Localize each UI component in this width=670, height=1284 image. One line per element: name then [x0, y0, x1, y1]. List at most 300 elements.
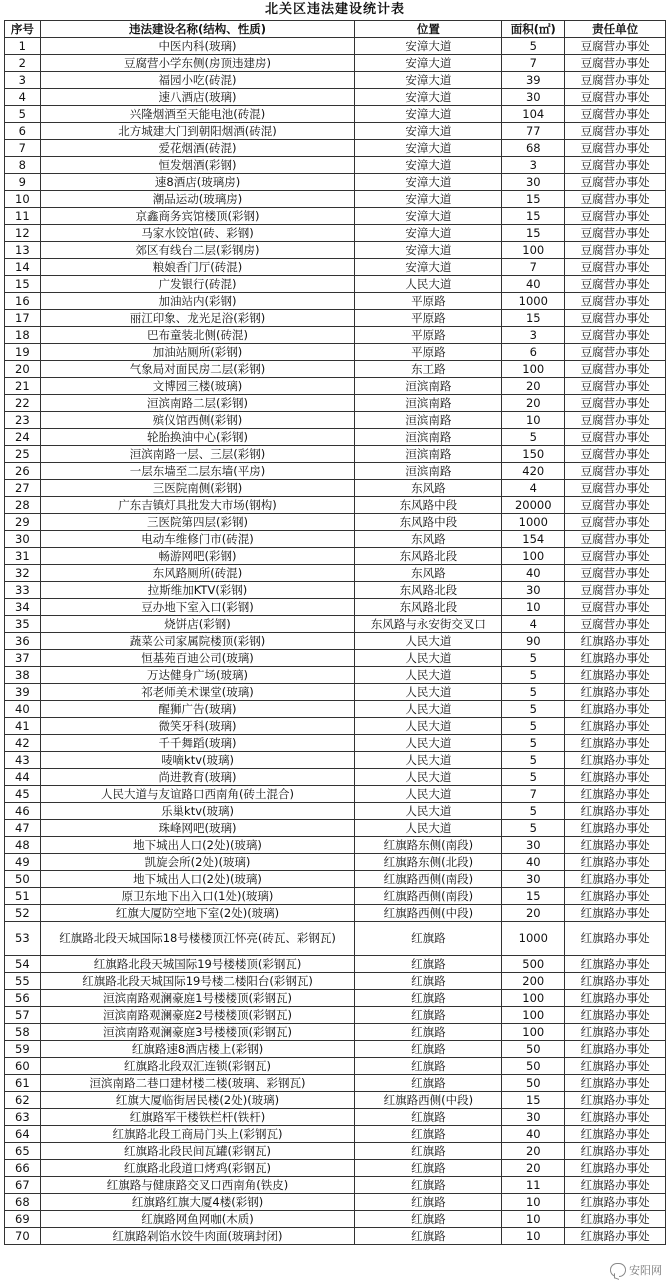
cell-location: 安漳大道: [355, 157, 502, 174]
cell-location: 洹滨南路: [355, 395, 502, 412]
cell-area: 20: [502, 905, 565, 922]
chat-bubble-icon: [610, 1263, 626, 1277]
cell-unit: 红旗路办事处: [565, 973, 666, 990]
table-row: [5, 1041, 666, 1058]
cell-index: 66: [5, 1160, 41, 1177]
cell-location: 平原路: [355, 327, 502, 344]
table-row: [5, 1126, 666, 1143]
table-row: [5, 820, 666, 837]
cell-index: 5: [5, 106, 41, 123]
cell-location: 安漳大道: [355, 225, 502, 242]
cell-index: 28: [5, 497, 41, 514]
cell-name: 三医院南侧(彩钢): [40, 480, 355, 497]
cell-index: 3: [5, 72, 41, 89]
cell-location: 洹滨南路: [355, 429, 502, 446]
cell-index: 17: [5, 310, 41, 327]
cell-area: 20: [502, 1143, 565, 1160]
table-row: [5, 735, 666, 752]
cell-index: 19: [5, 344, 41, 361]
cell-unit: 豆腐营办事处: [565, 208, 666, 225]
cell-name: 洹滨南路观澜豪庭1号楼楼顶(彩钢瓦): [40, 990, 355, 1007]
cell-index: 52: [5, 905, 41, 922]
cell-unit: 红旗路办事处: [565, 701, 666, 718]
cell-area: 30: [502, 1109, 565, 1126]
cell-area: 5: [502, 752, 565, 769]
cell-area: 4: [502, 616, 565, 633]
cell-index: 39: [5, 684, 41, 701]
table-row: [5, 1143, 666, 1160]
table-row: [5, 1007, 666, 1024]
cell-name: 乐巢ktv(玻璃): [40, 803, 355, 820]
cell-location: 红旗路东侧(南段): [355, 837, 502, 854]
cell-name: 烧饼店(彩钢): [40, 616, 355, 633]
table-row: [5, 429, 666, 446]
cell-area: 5: [502, 820, 565, 837]
table-row: [5, 786, 666, 803]
cell-location: 人民大道: [355, 769, 502, 786]
cell-area: 30: [502, 174, 565, 191]
cell-unit: 红旗路办事处: [565, 1211, 666, 1228]
table-row: [5, 140, 666, 157]
table-row: [5, 1211, 666, 1228]
cell-name: 潮品运动(玻璃房): [40, 191, 355, 208]
table-row: [5, 531, 666, 548]
cell-index: 47: [5, 820, 41, 837]
cell-location: 安漳大道: [355, 191, 502, 208]
cell-name: 殡仪馆西侧(彩钢): [40, 412, 355, 429]
cell-name: 洹滨南路观澜豪庭2号楼楼顶(彩钢瓦): [40, 1007, 355, 1024]
cell-area: 68: [502, 140, 565, 157]
cell-index: 1: [5, 38, 41, 55]
cell-area: 3: [502, 157, 565, 174]
cell-location: 洹滨南路: [355, 378, 502, 395]
cell-location: 东风路北段: [355, 548, 502, 565]
cell-index: 48: [5, 837, 41, 854]
cell-name: 京鑫商务宾馆楼顶(彩钢): [40, 208, 355, 225]
table-row: [5, 1194, 666, 1211]
cell-name: 醒狮广告(玻璃): [40, 701, 355, 718]
cell-area: 50: [502, 1075, 565, 1092]
cell-location: 人民大道: [355, 718, 502, 735]
cell-unit: 豆腐营办事处: [565, 276, 666, 293]
cell-index: 49: [5, 854, 41, 871]
table-row: [5, 276, 666, 293]
cell-name: 中医内科(玻璃): [40, 38, 355, 55]
cell-index: 42: [5, 735, 41, 752]
cell-name: 豆办地下室入口(彩钢): [40, 599, 355, 616]
table-row: [5, 599, 666, 616]
table-row: [5, 718, 666, 735]
cell-location: 东工路: [355, 361, 502, 378]
table-row: [5, 922, 666, 956]
cell-index: 58: [5, 1024, 41, 1041]
table-row: [5, 106, 666, 123]
cell-unit: 红旗路办事处: [565, 1041, 666, 1058]
cell-area: 1000: [502, 922, 565, 956]
cell-unit: 豆腐营办事处: [565, 242, 666, 259]
cell-index: 61: [5, 1075, 41, 1092]
cell-unit: 红旗路办事处: [565, 888, 666, 905]
table-row: [5, 616, 666, 633]
table-row: [5, 446, 666, 463]
cell-unit: 豆腐营办事处: [565, 157, 666, 174]
watermark-text: 安阳网: [629, 1264, 662, 1277]
cell-unit: 红旗路办事处: [565, 803, 666, 820]
cell-name: 丽江印象、龙光足浴(彩钢): [40, 310, 355, 327]
cell-name: 红旗路剁馅水饺牛肉面(玻璃封闭): [40, 1228, 355, 1245]
table-row: [5, 1160, 666, 1177]
cell-index: 51: [5, 888, 41, 905]
cell-name: 红旗大厦临街居民楼(2处)(玻璃): [40, 1092, 355, 1109]
cell-unit: 豆腐营办事处: [565, 72, 666, 89]
cell-name: 红旗路北段双汇连锁(彩钢瓦): [40, 1058, 355, 1075]
table-row: [5, 769, 666, 786]
table-row: [5, 310, 666, 327]
cell-name: 红旗路红旗大厦4楼(彩钢): [40, 1194, 355, 1211]
table-row: [5, 973, 666, 990]
cell-unit: 豆腐营办事处: [565, 225, 666, 242]
cell-area: 5: [502, 803, 565, 820]
cell-area: 420: [502, 463, 565, 480]
cell-area: 10: [502, 1194, 565, 1211]
cell-area: 100: [502, 548, 565, 565]
cell-location: 人民大道: [355, 752, 502, 769]
cell-area: 5: [502, 735, 565, 752]
table-row: [5, 208, 666, 225]
table-row: [5, 174, 666, 191]
table-row: [5, 548, 666, 565]
cell-name: 加油站内(彩钢): [40, 293, 355, 310]
table-row: [5, 701, 666, 718]
cell-name: 东风路厕所(砖混): [40, 565, 355, 582]
cell-name: 红旗路北段民间瓦罐(彩钢瓦): [40, 1143, 355, 1160]
cell-name: 原卫东地下出入口(1处)(玻璃): [40, 888, 355, 905]
table-row: [5, 888, 666, 905]
cell-name: 三医院第四层(彩钢): [40, 514, 355, 531]
cell-location: 安漳大道: [355, 55, 502, 72]
cell-name: 气象局对面民房二层(彩钢): [40, 361, 355, 378]
cell-location: 红旗路: [355, 1126, 502, 1143]
table-row: [5, 395, 666, 412]
cell-unit: 红旗路办事处: [565, 871, 666, 888]
cell-unit: 豆腐营办事处: [565, 548, 666, 565]
table-row: [5, 89, 666, 106]
header-unit: 责任单位: [565, 21, 666, 38]
cell-location: 安漳大道: [355, 174, 502, 191]
violation-table: [4, 20, 666, 1245]
cell-area: 30: [502, 837, 565, 854]
cell-area: 50: [502, 1058, 565, 1075]
cell-location: 红旗路: [355, 1109, 502, 1126]
table-row: [5, 871, 666, 888]
cell-index: 60: [5, 1058, 41, 1075]
cell-index: 14: [5, 259, 41, 276]
cell-index: 38: [5, 667, 41, 684]
cell-unit: 豆腐营办事处: [565, 412, 666, 429]
cell-name: 巴布童装北侧(砖混): [40, 327, 355, 344]
table-row: [5, 259, 666, 276]
cell-unit: 豆腐营办事处: [565, 259, 666, 276]
table-row: [5, 1109, 666, 1126]
cell-name: 恒发烟酒(彩钢): [40, 157, 355, 174]
cell-index: 21: [5, 378, 41, 395]
table-row: [5, 650, 666, 667]
cell-index: 68: [5, 1194, 41, 1211]
cell-index: 35: [5, 616, 41, 633]
cell-name: 广东吉镇灯具批发大市场(钢构): [40, 497, 355, 514]
cell-location: 东风路: [355, 531, 502, 548]
cell-name: 红旗路军干楼铁栏杆(铁杆): [40, 1109, 355, 1126]
cell-name: 洹滨南路观澜豪庭3号楼楼顶(彩钢瓦): [40, 1024, 355, 1041]
cell-area: 100: [502, 1024, 565, 1041]
cell-unit: 红旗路办事处: [565, 1143, 666, 1160]
table-row: [5, 565, 666, 582]
cell-location: 东风路: [355, 565, 502, 582]
cell-unit: 豆腐营办事处: [565, 497, 666, 514]
cell-name: 人民大道与友谊路口西南角(砖土混合): [40, 786, 355, 803]
cell-unit: 豆腐营办事处: [565, 191, 666, 208]
table-row: [5, 1058, 666, 1075]
cell-location: 红旗路: [355, 1075, 502, 1092]
cell-area: 15: [502, 225, 565, 242]
cell-location: 红旗路西侧(中段): [355, 905, 502, 922]
cell-name: 粮娘香门厅(砖混): [40, 259, 355, 276]
cell-index: 27: [5, 480, 41, 497]
cell-name: 广发银行(砖混): [40, 276, 355, 293]
table-row: [5, 123, 666, 140]
cell-unit: 豆腐营办事处: [565, 565, 666, 582]
cell-location: 红旗路西侧(中段): [355, 1092, 502, 1109]
cell-name: 爱花烟酒(砖混): [40, 140, 355, 157]
cell-index: 11: [5, 208, 41, 225]
cell-index: 45: [5, 786, 41, 803]
cell-area: 5: [502, 667, 565, 684]
cell-unit: 红旗路办事处: [565, 1109, 666, 1126]
cell-area: 1000: [502, 293, 565, 310]
cell-area: 5: [502, 701, 565, 718]
cell-unit: 红旗路办事处: [565, 1058, 666, 1075]
cell-location: 红旗路: [355, 973, 502, 990]
cell-area: 154: [502, 531, 565, 548]
cell-area: 40: [502, 1126, 565, 1143]
cell-name: 蔬菜公司家属院楼顶(彩钢): [40, 633, 355, 650]
table-row: [5, 582, 666, 599]
cell-location: 安漳大道: [355, 38, 502, 55]
cell-unit: 豆腐营办事处: [565, 293, 666, 310]
cell-area: 100: [502, 1007, 565, 1024]
cell-unit: 红旗路办事处: [565, 735, 666, 752]
cell-name: 千千舞蹈(玻璃): [40, 735, 355, 752]
cell-area: 150: [502, 446, 565, 463]
header-location: 位置: [355, 21, 502, 38]
cell-area: 200: [502, 973, 565, 990]
cell-unit: 红旗路办事处: [565, 956, 666, 973]
table-row: [5, 191, 666, 208]
cell-area: 4: [502, 480, 565, 497]
cell-name: 兴隆烟酒至天能电池(砖混): [40, 106, 355, 123]
cell-index: 54: [5, 956, 41, 973]
cell-name: 红旗路北段天城国际19号楼楼顶(彩钢瓦): [40, 956, 355, 973]
table-row: [5, 463, 666, 480]
cell-name: 畅游网吧(彩钢): [40, 548, 355, 565]
cell-unit: 豆腐营办事处: [565, 463, 666, 480]
cell-name: 马家水饺馆(砖、彩钢): [40, 225, 355, 242]
cell-index: 62: [5, 1092, 41, 1109]
cell-name: 速8酒店(玻璃房): [40, 174, 355, 191]
cell-unit: 红旗路办事处: [565, 990, 666, 1007]
cell-area: 11: [502, 1177, 565, 1194]
cell-location: 红旗路: [355, 1143, 502, 1160]
cell-area: 5: [502, 429, 565, 446]
cell-area: 5: [502, 650, 565, 667]
cell-area: 100: [502, 361, 565, 378]
cell-location: 红旗路: [355, 1041, 502, 1058]
cell-unit: 豆腐营办事处: [565, 123, 666, 140]
cell-unit: 豆腐营办事处: [565, 327, 666, 344]
table-row: [5, 854, 666, 871]
cell-unit: 红旗路办事处: [565, 837, 666, 854]
cell-name: 唛嘀ktv(玻璃): [40, 752, 355, 769]
cell-area: 20000: [502, 497, 565, 514]
cell-location: 安漳大道: [355, 72, 502, 89]
cell-location: 人民大道: [355, 786, 502, 803]
cell-unit: 豆腐营办事处: [565, 582, 666, 599]
cell-index: 31: [5, 548, 41, 565]
table-row: [5, 480, 666, 497]
cell-area: 15: [502, 888, 565, 905]
cell-unit: 红旗路办事处: [565, 1075, 666, 1092]
table-row: [5, 633, 666, 650]
cell-area: 50: [502, 1041, 565, 1058]
cell-index: 24: [5, 429, 41, 446]
table-row: [5, 361, 666, 378]
cell-unit: 红旗路办事处: [565, 820, 666, 837]
cell-unit: 豆腐营办事处: [565, 429, 666, 446]
cell-location: 安漳大道: [355, 106, 502, 123]
table-title: 北关区违法建设统计表: [264, 2, 405, 17]
cell-name: 祁老师美术课堂(玻璃): [40, 684, 355, 701]
cell-unit: 豆腐营办事处: [565, 395, 666, 412]
cell-unit: 豆腐营办事处: [565, 361, 666, 378]
header-area: 面积(㎡): [502, 21, 565, 38]
cell-index: 13: [5, 242, 41, 259]
cell-name: 红旗路北段工商局门头上(彩钢瓦): [40, 1126, 355, 1143]
cell-area: 90: [502, 633, 565, 650]
table-row: [5, 837, 666, 854]
cell-name: 拉斯维加KTV(彩钢): [40, 582, 355, 599]
cell-area: 15: [502, 1092, 565, 1109]
cell-area: 500: [502, 956, 565, 973]
cell-unit: 豆腐营办事处: [565, 446, 666, 463]
cell-location: 人民大道: [355, 276, 502, 293]
table-row: [5, 1092, 666, 1109]
cell-area: 40: [502, 276, 565, 293]
cell-name: 洹滨南路二层(彩钢): [40, 395, 355, 412]
watermark: [608, 1262, 664, 1278]
table-row: [5, 242, 666, 259]
cell-location: 红旗路东侧(北段): [355, 854, 502, 871]
cell-area: 6: [502, 344, 565, 361]
cell-location: 安漳大道: [355, 242, 502, 259]
cell-index: 6: [5, 123, 41, 140]
cell-name: 珠峰网吧(玻璃): [40, 820, 355, 837]
cell-location: 红旗路: [355, 956, 502, 973]
cell-unit: 豆腐营办事处: [565, 38, 666, 55]
cell-index: 44: [5, 769, 41, 786]
cell-area: 30: [502, 871, 565, 888]
cell-location: 红旗路: [355, 1194, 502, 1211]
cell-index: 55: [5, 973, 41, 990]
cell-area: 100: [502, 990, 565, 1007]
cell-index: 23: [5, 412, 41, 429]
cell-unit: 豆腐营办事处: [565, 599, 666, 616]
table-row: [5, 497, 666, 514]
table-row: [5, 293, 666, 310]
cell-name: 红旗路北段天城国际18号楼楼顶江怀亮(砖瓦、彩钢瓦): [40, 922, 355, 956]
cell-location: 人民大道: [355, 701, 502, 718]
cell-name: 电动车维修门市(砖混): [40, 531, 355, 548]
cell-location: 红旗路: [355, 1160, 502, 1177]
table-row: [5, 378, 666, 395]
cell-unit: 红旗路办事处: [565, 1194, 666, 1211]
cell-area: 10: [502, 1211, 565, 1228]
cell-name: 轮胎换油中心(彩钢): [40, 429, 355, 446]
cell-index: 41: [5, 718, 41, 735]
cell-area: 40: [502, 565, 565, 582]
cell-unit: 豆腐营办事处: [565, 140, 666, 157]
cell-unit: 豆腐营办事处: [565, 616, 666, 633]
cell-location: 红旗路: [355, 1228, 502, 1245]
cell-unit: 红旗路办事处: [565, 905, 666, 922]
cell-unit: 豆腐营办事处: [565, 174, 666, 191]
cell-area: 30: [502, 89, 565, 106]
cell-name: 凯旋会所(2处)(玻璃): [40, 854, 355, 871]
cell-name: 速八酒店(玻璃): [40, 89, 355, 106]
table-row: [5, 905, 666, 922]
cell-area: 39: [502, 72, 565, 89]
table-row: [5, 752, 666, 769]
cell-index: 59: [5, 1041, 41, 1058]
cell-index: 15: [5, 276, 41, 293]
table-row: [5, 1177, 666, 1194]
cell-location: 洹滨南路: [355, 446, 502, 463]
cell-unit: 红旗路办事处: [565, 1007, 666, 1024]
cell-unit: 豆腐营办事处: [565, 531, 666, 548]
cell-location: 红旗路: [355, 922, 502, 956]
cell-name: 地下城出人口(2处)(玻璃): [40, 837, 355, 854]
cell-location: 平原路: [355, 293, 502, 310]
cell-index: 30: [5, 531, 41, 548]
cell-index: 46: [5, 803, 41, 820]
cell-name: 一层东墙至二层东墙(平房): [40, 463, 355, 480]
cell-index: 65: [5, 1143, 41, 1160]
cell-index: 34: [5, 599, 41, 616]
cell-location: 东风路与永安街交叉口: [355, 616, 502, 633]
cell-location: 安漳大道: [355, 123, 502, 140]
cell-location: 安漳大道: [355, 259, 502, 276]
cell-location: 东风路中段: [355, 514, 502, 531]
cell-unit: 豆腐营办事处: [565, 378, 666, 395]
cell-index: 57: [5, 1007, 41, 1024]
cell-location: 洹滨南路: [355, 463, 502, 480]
cell-location: 人民大道: [355, 735, 502, 752]
cell-area: 10: [502, 1228, 565, 1245]
table-row: [5, 803, 666, 820]
cell-location: 东风路北段: [355, 599, 502, 616]
cell-unit: 红旗路办事处: [565, 752, 666, 769]
cell-area: 7: [502, 786, 565, 803]
cell-area: 7: [502, 55, 565, 72]
